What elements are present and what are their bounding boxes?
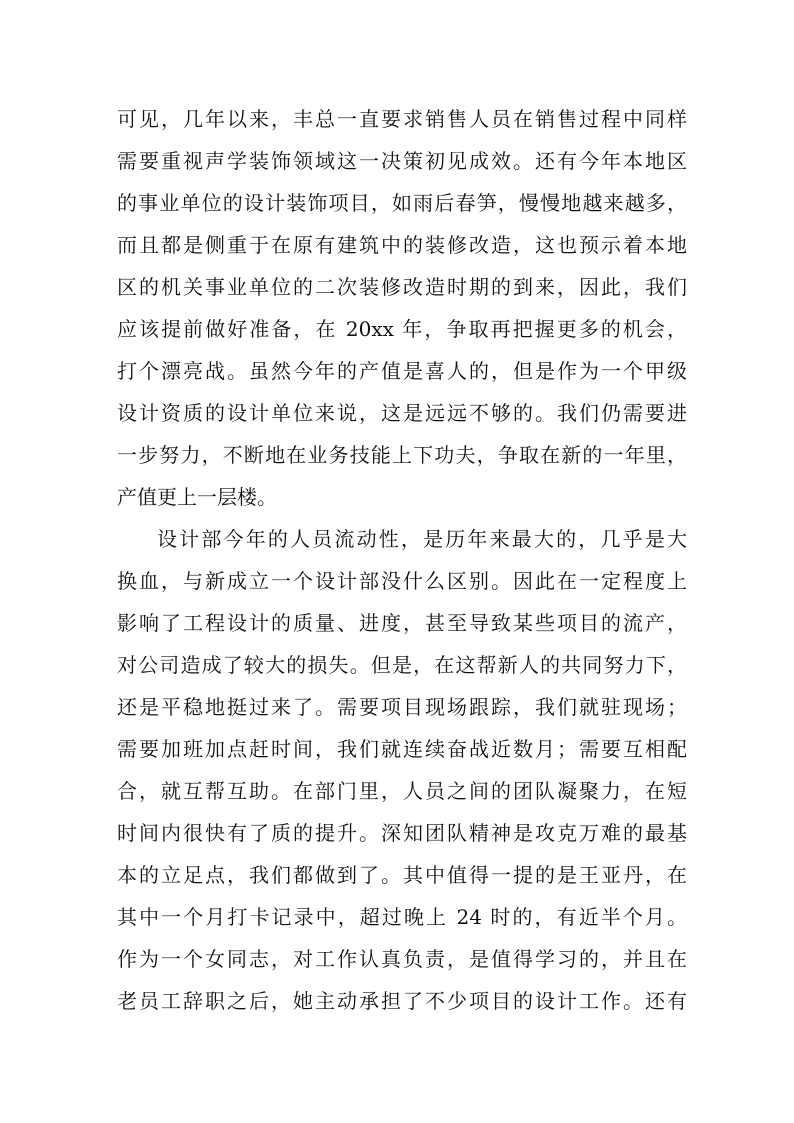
text-line: 应该提前做好准备，在 20xx 年，争取再把握更多的机会，	[117, 317, 687, 341]
text-line: 时间内很快有了质的提升。深知团队精神是攻克万难的最基	[117, 821, 687, 845]
text-line: 作为一个女同志，对工作认真负责，是值得学习的，并且在	[117, 947, 687, 971]
text-line: 一步努力，不断地在业务技能上下功夫，争取在新的一年里，	[117, 443, 687, 467]
text-line: 合，就互帮互助。在部门里，人员之间的团队凝聚力，在短	[117, 779, 687, 803]
body-text	[117, 98, 687, 1022]
text-line: 老员工辞职之后，她主动承担了不少项目的设计工作。还有	[117, 989, 687, 1013]
text-line: 其中一个月打卡记录中，超过晚上 24 时的，有近半个月。	[117, 905, 687, 929]
text-line: 设计资质的设计单位来说，这是远远不够的。我们仍需要进	[117, 401, 687, 425]
text-line: 需要加班加点赶时间，我们就连续奋战近数月；需要互相配	[117, 737, 687, 761]
text-line: 本的立足点，我们都做到了。其中值得一提的是王亚丹，在	[117, 863, 687, 887]
text-line: 换血，与新成立一个设计部没什么区别。因此在一定程度上	[117, 569, 687, 593]
text-line: 还是平稳地挺过来了。需要项目现场跟踪，我们就驻现场；	[117, 695, 687, 719]
text-line: 可见，几年以来，丰总一直要求销售人员在销售过程中同样	[117, 107, 687, 131]
text-line: 的事业单位的设计装饰项目，如雨后春笋，慢慢地越来越多，	[117, 191, 687, 215]
text-line: 对公司造成了较大的损失。但是，在这帮新人的共同努力下，	[117, 653, 687, 677]
text-line: 产值更上一层楼。	[117, 485, 277, 509]
text-line: 需要重视声学装饰领域这一决策初见成效。还有今年本地区	[117, 149, 687, 173]
paragraph-1	[117, 98, 687, 518]
text-line: 设计部今年的人员流动性，是历年来最大的，几乎是大	[157, 527, 687, 551]
paragraph-2	[117, 518, 687, 1022]
text-line: 打个漂亮战。虽然今年的产值是喜人的，但是作为一个甲级	[117, 359, 687, 383]
text-line: 影响了工程设计的质量、进度，甚至导致某些项目的流产，	[117, 611, 687, 635]
text-line: 而且都是侧重于在原有建筑中的装修改造，这也预示着本地	[117, 233, 687, 257]
text-line: 区的机关事业单位的二次装修改造时期的到来，因此，我们	[117, 275, 687, 299]
